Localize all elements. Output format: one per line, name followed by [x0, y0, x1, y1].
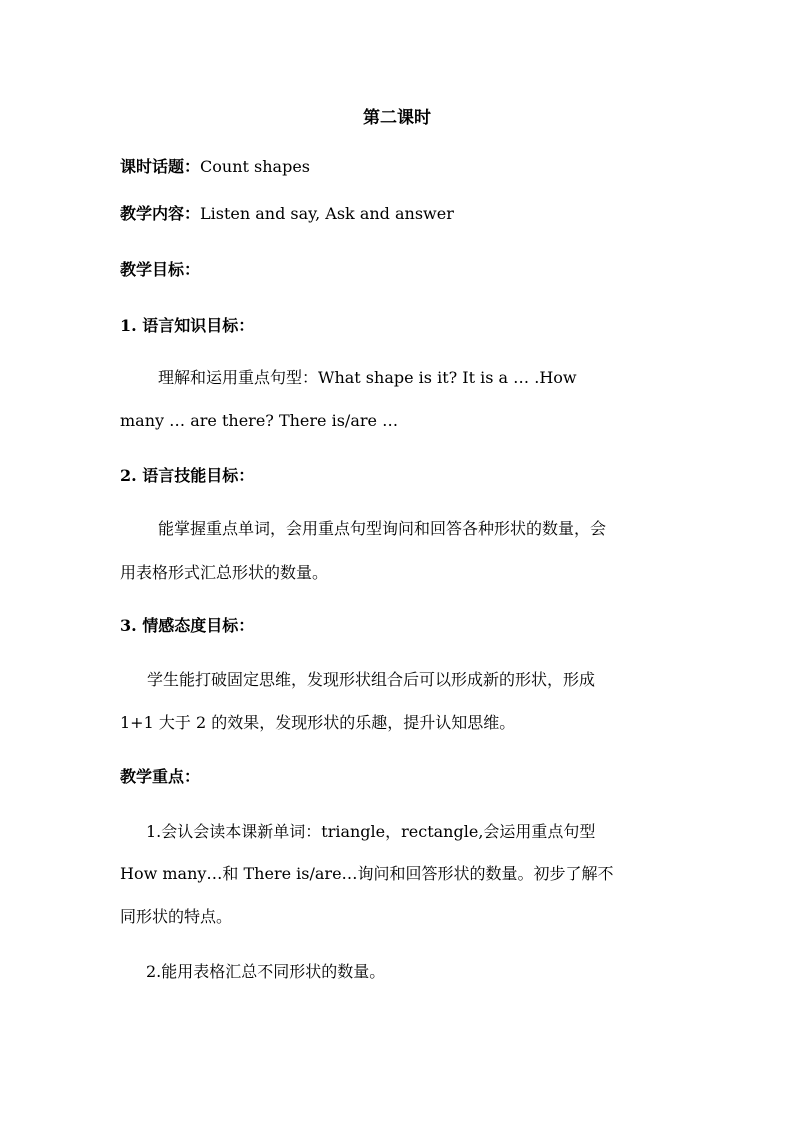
keypoint1-line2: How many…和 There is/are…询问和回答形状的数量。初步了解不	[120, 864, 614, 883]
content-row	[120, 203, 454, 225]
objective3-text-line1: 学生能打破固定思维，发现形状组合后可以形成新的形状，形成	[147, 670, 596, 689]
content-label: 教学内容：	[120, 204, 201, 223]
objective1-heading: 1. 语言知识目标：	[120, 316, 255, 335]
topic-label: 课时话题：	[120, 157, 201, 176]
topic-row	[120, 156, 310, 178]
content-value: Listen and say, Ask and answer	[200, 204, 454, 223]
objective3-heading: 3. 情感态度目标：	[120, 616, 255, 635]
objective1-text-line1: 理解和运用重点句型：What shape is it? It is a … .How	[158, 368, 577, 387]
objective1-text-line2: many … are there? There is/are …	[120, 411, 399, 430]
objectives-heading: 教学目标：	[120, 260, 201, 279]
keypoint1-line3: 同形状的特点。	[120, 907, 233, 926]
objective2-text-line1: 能掌握重点单词，会用重点句型询问和回答各种形状的数量，会	[158, 519, 607, 538]
objective2-text-line2: 用表格形式汇总形状的数量。	[120, 563, 329, 582]
objective3-text-line2: 1+1 大于 2 的效果，发现形状的乐趣，提升认知思维。	[120, 713, 516, 732]
keypoints-heading: 教学重点：	[120, 767, 201, 786]
topic-value: Count shapes	[200, 157, 310, 176]
keypoint2-line1: 2.能用表格汇总不同形状的数量。	[146, 962, 386, 981]
page-title: 第二课时	[363, 108, 431, 128]
objective2-heading: 2. 语言技能目标：	[120, 466, 255, 485]
keypoint1-line1: 1.会认会读本课新单词：triangle，rectangle,会运用重点句型	[146, 822, 596, 841]
